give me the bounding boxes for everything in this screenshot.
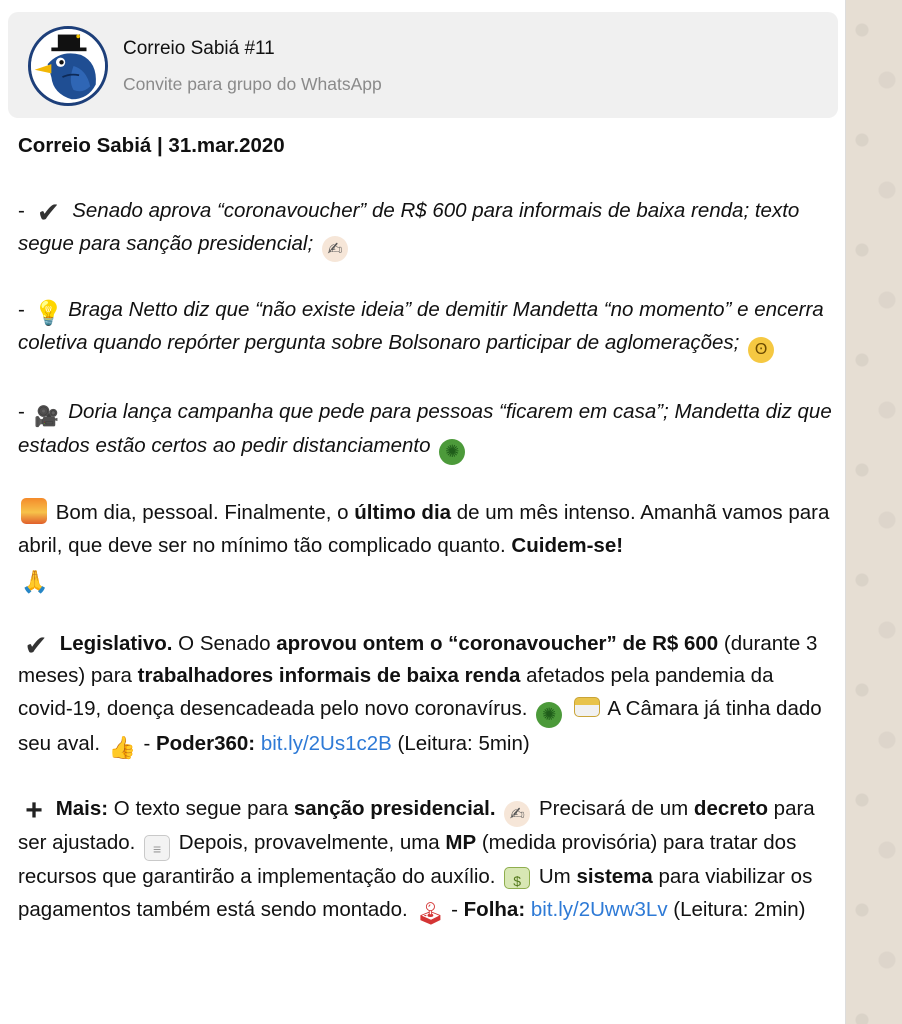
dollar-banknote-icon: $ [504, 867, 530, 889]
group-subtitle: Convite para grupo do WhatsApp [123, 74, 382, 94]
thumbs-up-icon: 👍 [108, 734, 137, 760]
credit-card-icon [574, 697, 600, 717]
group-invite-card[interactable] [8, 12, 838, 118]
joystick-icon: 🕹 [416, 900, 445, 926]
message-text [18, 130, 833, 927]
praying-hands-icon: 🙏 [21, 569, 49, 594]
page-document-icon: ≡ [144, 835, 170, 861]
plus-icon: + [25, 794, 43, 827]
folha-link[interactable]: bit.ly/2Uww3Lv [530, 897, 668, 921]
group-avatar [28, 26, 108, 106]
virus-icon: ✺ [536, 702, 562, 728]
raised-eyebrow-face-icon: ʘ [748, 337, 774, 363]
chat-wallpaper [842, 0, 902, 1024]
check-mark-icon: ✔ [24, 629, 48, 661]
writing-hand-icon: ✍ [322, 236, 348, 262]
summary-item-3: - 🎥 Doria lança campanha que pede para pessoas “ficarem em casa”; Mandetta diz que estados estão certos ao pedir distanciamento ✺ [18, 396, 833, 465]
legislativo-paragraph: ✔ Legislativo. O Senado aprovou ontem o “coronavoucher” de R$ 600 (durante 3 meses) para trabalhadores informais de baixa renda afetados pela pandemia da covid-19, doença desencadeada pelo novo coronavírus. ✺ A Câmara já tinha dado seu aval. 👍 - Poder360: bit.ly/2Us1c2B (Leitura: 5min) [18, 629, 822, 760]
summary-item-2: - 💡 Braga Netto diz que “não existe ideia” de demitir Mandetta “no momento” e encerra coletiva quando repórter pergunta sobre Bolsonaro participar de aglomerações; ʘ [18, 294, 833, 363]
poder360-link[interactable]: bit.ly/2Us1c2B [260, 731, 392, 755]
light-bulb-icon: 💡 [33, 300, 64, 327]
bird-with-top-hat-icon [31, 29, 105, 103]
greeting-paragraph: Bom dia, pessoal. Finalmente, o último dia de um mês intenso. Amanhã vamos para abril, que deve ser no mínimo tão complicado quanto. Cuidem-se! 🙏 [18, 497, 833, 595]
mais-paragraph: + Mais: O texto segue para sanção presidencial. ✍ Precisará de um decreto para ser ajustado. ≡ Depois, provavelmente, uma MP (medida provisória) para tratar dos recursos que garantirão a implementação do auxílio. $ Um sistema para viabilizar os pagamentos também está sendo montado. 🕹 - Folha: bit.ly/2Uww3Lv (Leitura: 2min) [18, 794, 815, 926]
movie-camera-icon: 🎥 [34, 405, 59, 428]
virus-icon: ✺ [439, 439, 465, 465]
message-heading: Correio Sabiá | 31.mar.2020 [18, 134, 285, 157]
group-title: Correio Sabiá #11 [123, 38, 275, 59]
summary-item-1: - ✔ Senado aprova “coronavoucher” de R$ 600 para informais de baixa renda; texto segue para sanção presidencial; ✍ [18, 195, 833, 262]
writing-hand-icon: ✍ [504, 801, 530, 827]
sunrise-icon [21, 498, 47, 524]
check-mark-icon: ✔ [36, 197, 61, 228]
